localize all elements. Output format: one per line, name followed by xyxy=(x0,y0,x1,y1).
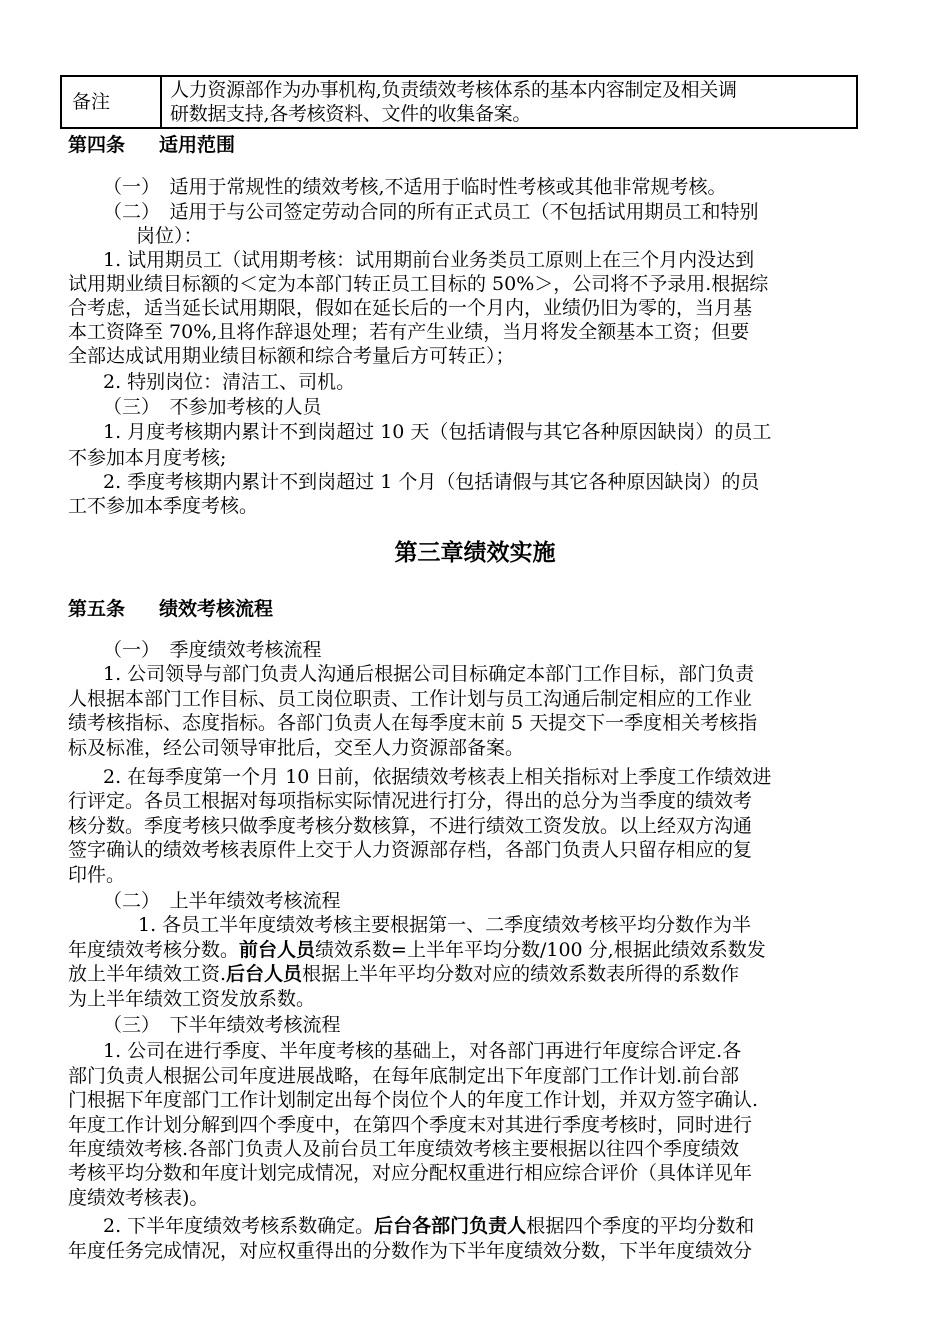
paragraph-line xyxy=(68,963,739,985)
bold-term: 后台各部门负责人 xyxy=(374,1215,527,1237)
bold-term: 后台人员 xyxy=(226,963,303,985)
bold-term: 前台人员 xyxy=(239,939,316,961)
paragraph-line: 1. 月度考核期内累计不到岗超过 10 天（包括请假与其它各种原因缺岗）的员工 xyxy=(103,421,772,443)
paragraph-line: （三） 下半年绩效考核流程 xyxy=(103,1014,341,1036)
paragraph-line xyxy=(68,939,766,961)
paragraph-line: 门根据下年度部门工作计划制定出每个岗位个人的年度工作计划，并双方签字确认. xyxy=(68,1089,759,1111)
text-run: 根据四个季度的平均分数和 xyxy=(526,1215,755,1237)
paragraph-line: 年度任务完成情况，对应权重得出的分数作为下半年度绩效分数，下半年度绩效分 xyxy=(68,1240,753,1262)
note-content xyxy=(161,76,857,128)
paragraph-line: 工不参加本季度考核。 xyxy=(68,495,259,517)
paragraph-line: 本工资降至 70%,且将作辞退处理；若有产生业绩，当月将发全额基本工资；但要 xyxy=(68,321,750,343)
paragraph-line: （一） 适用于常规性的绩效考核,不适用于临时性考核或其他非常规考核。 xyxy=(103,176,727,198)
paragraph-line: 为上半年绩效工资发放系数。 xyxy=(68,988,316,1010)
paragraph-line: 人根据本部门工作目标、员工岗位职责、工作计划与员工沟通后制定相应的工作业 xyxy=(68,688,753,710)
paragraph-line: 试用期业绩目标额的＜定为本部门转正员工目标的 50%＞，公司将不予录用.根据综 xyxy=(68,273,769,295)
article-number: 第四条 xyxy=(68,134,126,156)
article-4-heading xyxy=(68,130,235,157)
paragraph-line: 印件。 xyxy=(68,864,126,886)
text-run: 2. 下半年度绩效考核系数确定。 xyxy=(103,1215,375,1237)
article-number: 第五条 xyxy=(68,598,126,620)
paragraph-line: 行评定。各员工根据对每项指标实际情况进行打分，得出的总分为当季度的绩效考 xyxy=(68,790,753,812)
chapter-title: 第三章绩效实施 xyxy=(394,540,556,566)
article-title: 适用范围 xyxy=(159,134,236,156)
note-table xyxy=(60,75,858,129)
paragraph-line: 不参加本月度考核; xyxy=(68,447,227,469)
paragraph-line: （二） 适用于与公司签定劳动合同的所有正式员工（不包括试用期员工和特别 xyxy=(103,201,759,223)
paragraph-line: 2. 特别岗位：清洁工、司机。 xyxy=(103,371,356,393)
paragraph-line: 签字确认的绩效考核表原件上交于人力资源部存档，各部门负责人只留存相应的复 xyxy=(68,839,753,861)
paragraph-line: （二） 上半年绩效考核流程 xyxy=(103,890,341,912)
paragraph-line: （一） 季度绩效考核流程 xyxy=(103,639,322,661)
paragraph-line: 合考虑，适当延长试用期限，假如在延长后的一个月内，业绩仍旧为零的，当月基 xyxy=(68,297,753,319)
paragraph-line: 1. 各员工半年度绩效考核主要根据第一、二季度绩效考核平均分数作为半 xyxy=(138,914,752,936)
paragraph-line: （三） 不参加考核的人员 xyxy=(103,396,322,418)
paragraph-line: 部门负责人根据公司年度进展战略，在每年底制定出下年度部门工作计划.前台部 xyxy=(68,1065,740,1087)
article-title: 绩效考核流程 xyxy=(159,598,274,620)
paragraph-line: 1. 公司领导与部门负责人沟通后根据公司目标确定本部门工作目标，部门负责 xyxy=(103,663,755,685)
article-5-heading xyxy=(68,594,273,621)
paragraph-line: 年度绩效考核.各部门负责人及前台员工年度绩效考核主要根据以往四个季度绩效 xyxy=(68,1138,740,1160)
paragraph-line: 年度工作计划分解到四个季度中，在第四个季度末对其进行季度考核时，同时进行 xyxy=(68,1114,753,1136)
paragraph-line: 岗位）： xyxy=(136,225,203,247)
paragraph-line: 核分数。季度考核只做季度考核分数核算，不进行绩效工资发放。以上经双方沟通 xyxy=(68,815,753,837)
paragraph-line: 度绩效考核表)。 xyxy=(68,1187,209,1209)
paragraph-line: 考核平均分数和年度计划完成情况，对应分配权重进行相应综合评价（具体详见年 xyxy=(68,1162,753,1184)
note-label: 备注 xyxy=(61,76,161,128)
note-line: 研数据支持,各考核资料、文件的收集备案。 xyxy=(170,103,532,125)
text-run: 绩效系数=上半年平均分数/100 分,根据此绩效系数发 xyxy=(315,939,766,961)
text-run: 年度绩效考核分数。 xyxy=(68,939,240,961)
text-run: 根据上半年平均分数对应的绩效系数表所得的系数作 xyxy=(302,963,740,985)
paragraph-line: 2. 在每季度第一个月 10 日前，依据绩效考核表上相关指标对上季度工作绩效进 xyxy=(103,766,772,788)
paragraph-line: 绩考核指标、态度指标。各部门负责人在每季度末前 5 天提交下一季度相关考核指 xyxy=(68,712,758,734)
paragraph-line: 1. 试用期员工（试用期考核：试用期前台业务类员工原则上在三个月内没达到 xyxy=(103,249,755,271)
paragraph-line: 1. 公司在进行季度、半年度考核的基础上，对各部门再进行年度综合评定.各 xyxy=(103,1040,742,1062)
paragraph-line xyxy=(103,1215,754,1237)
note-line: 人力资源部作为办事机构,负责绩效考核体系的基本内容制定及相关调 xyxy=(170,79,737,101)
text-run: 放上半年绩效工资. xyxy=(68,963,227,985)
paragraph-line: 全部达成试用期业绩目标额和综合考量后方可转正）； xyxy=(68,345,515,367)
paragraph-line: 标及标准，经公司领导审批后，交至人力资源部备案。 xyxy=(68,737,525,759)
paragraph-line: 2. 季度考核期内累计不到岗超过 1 个月（包括请假与其它各种原因缺岗）的员 xyxy=(103,471,760,493)
